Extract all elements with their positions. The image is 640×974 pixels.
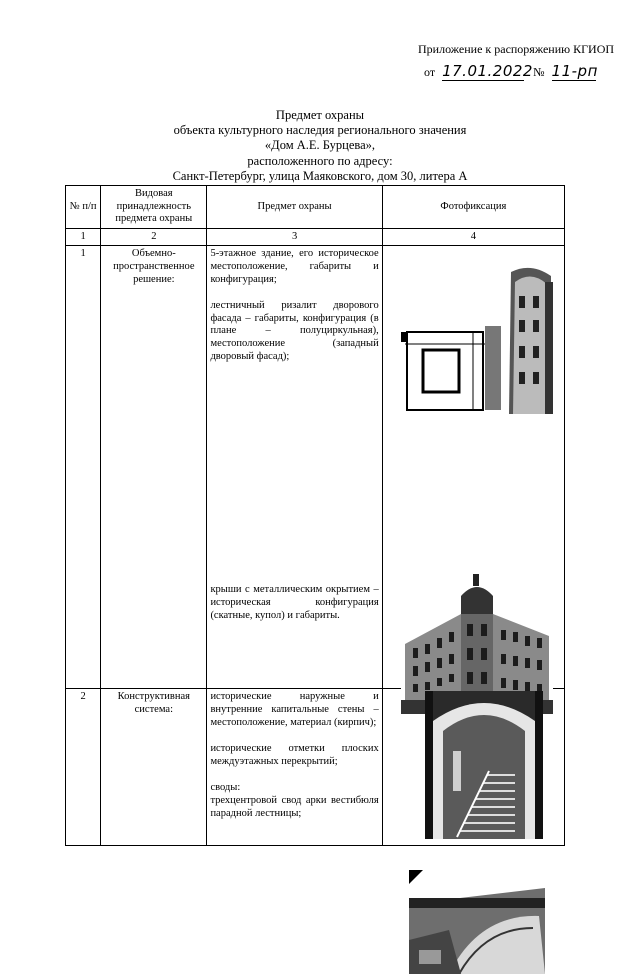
protection-table — [65, 185, 565, 846]
row-type: Объемно-пространственное решение: — [101, 246, 207, 689]
number-prefix: № — [533, 65, 545, 79]
header-subject: Предмет охраны — [207, 186, 382, 229]
protection-item: крыши с металлическим окрытием – историческая конфигурация (скатные, купол) и габариты. — [210, 584, 379, 621]
plan-and-facade-photo — [401, 262, 553, 414]
row-number: 1 — [66, 246, 101, 689]
annex-header: Приложение к распоряжению КГИОП — [418, 42, 615, 56]
protection-item: 5-этажное здание, его историческое местоположение, габариты и конфигурация; — [210, 248, 379, 285]
table-row — [66, 246, 565, 689]
column-number: 2 — [101, 228, 207, 246]
table-row — [66, 689, 565, 846]
column-number: 4 — [382, 228, 564, 246]
protection-item: своды: — [210, 782, 241, 794]
row-description — [207, 689, 382, 846]
order-line — [424, 62, 596, 81]
document-title — [0, 108, 640, 184]
header-num: № п/п — [66, 186, 101, 229]
column-number: 1 — [66, 228, 101, 246]
date-prefix: от — [424, 65, 436, 79]
row-number: 2 — [66, 689, 101, 846]
title-line: «Дом А.Е. Бурцева», — [264, 138, 376, 153]
header-type: Видовая принадлежность предмета охраны — [101, 186, 207, 229]
title-line: Санкт-Петербург, улица Маяковского, дом 30, литера А — [172, 168, 468, 183]
photo-cell — [382, 689, 564, 846]
protection-item: исторические наружные и внутренние капитальные стены – местоположение, материал (кирпич); — [210, 691, 379, 728]
protection-item: трехцентровой свод арки вестибюля парадной лестницы; — [210, 794, 379, 819]
row-description — [207, 246, 382, 689]
protection-item: лестничный ризалит дворового фасада – габариты, конфигурация (в плане – полуциркульная), местоположение (западный дворовый фасад); — [210, 300, 379, 362]
photo-cell — [382, 246, 564, 689]
order-date: 17.01.2022 — [442, 62, 533, 80]
title-line: объекта культурного наследия регионального значения — [173, 123, 467, 138]
order-number: 11-рп — [551, 62, 598, 80]
column-number: 3 — [207, 228, 382, 246]
row-type: Конструктивная система: — [101, 689, 207, 846]
protection-item: исторические отметки плоских междуэтажных перекрытий; — [210, 743, 379, 767]
column-number-row — [66, 228, 565, 246]
header-photo: Фотофиксация — [382, 186, 564, 229]
title-line: Предмет охраны — [275, 108, 365, 122]
vestibule-staircase-photo — [425, 691, 543, 839]
title-line: расположенного по адресу: — [247, 153, 393, 168]
roof-photo — [409, 870, 545, 974]
table-header-row — [66, 186, 565, 229]
